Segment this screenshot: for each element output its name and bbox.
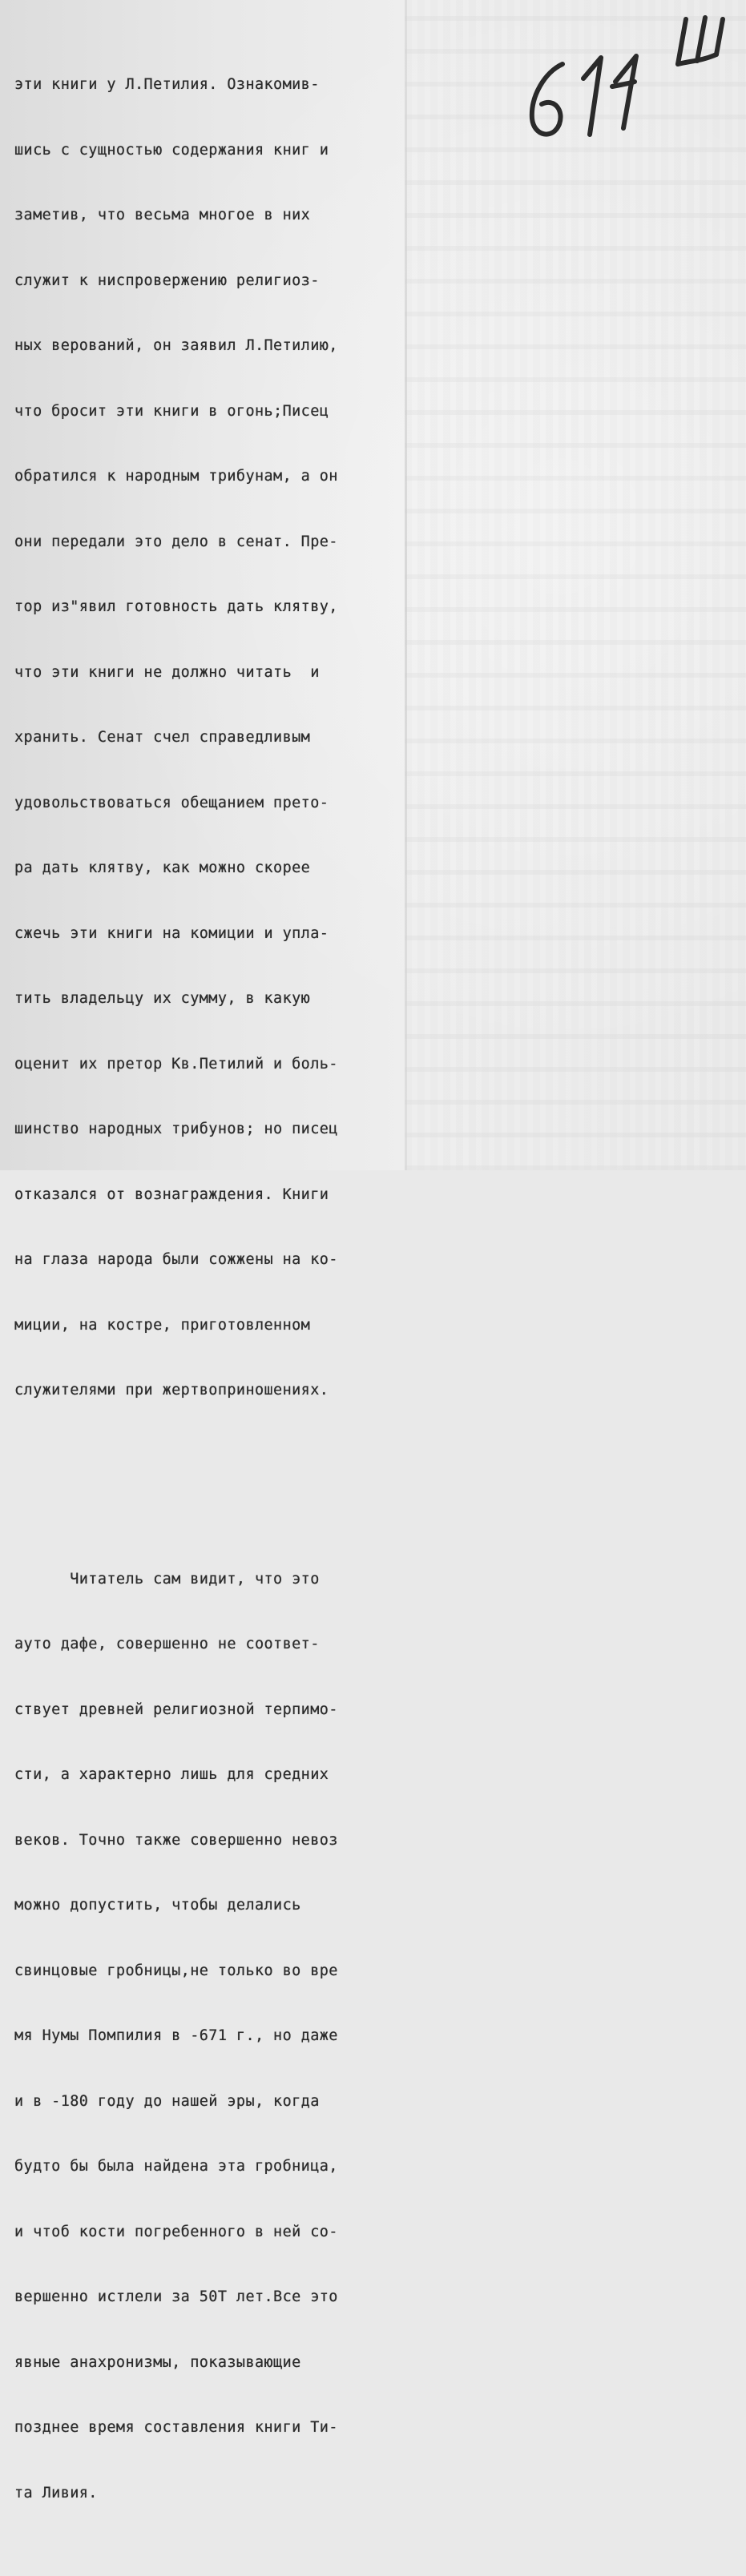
text-line: позднее время составления книги Ти-	[14, 2419, 338, 2436]
text-line: служителями при жертвоприношениях.	[14, 1382, 329, 1399]
text-line: сти, а характерно лишь для средних	[14, 1766, 329, 1783]
text-line: они передали это дело в сенат. Пре-	[14, 533, 338, 550]
text-line: можно допустить, чтобы делались	[14, 1897, 301, 1914]
bleed-through-texture	[405, 0, 746, 1170]
text-line: тить владельцу их сумму, в какую	[14, 990, 311, 1007]
text-line: мя Нумы Помпилия в -671 г., но даже	[14, 2027, 338, 2044]
text-line: тор из"явил готовность дать клятву,	[14, 598, 338, 615]
handwritten-page-number	[513, 8, 737, 144]
text-line: свинцовые гробницы,не только во вре	[14, 1962, 338, 1979]
paragraph-1	[14, 35, 391, 1440]
text-line: что эти книги не должно читать и	[14, 663, 320, 681]
handwritten-page-number-drawing	[513, 8, 737, 144]
text-line: ауто дафе, совершенно не соответ-	[14, 1636, 320, 1652]
paragraph-gap	[14, 1474, 391, 1496]
text-line: явные анахронизмы, показывающие	[14, 2353, 301, 2371]
text-line: шинство народных трибунов; но писец	[14, 1121, 338, 1137]
page-fold-line	[405, 0, 407, 1170]
text-line: и чтоб кости погребенного в ней со-	[14, 2223, 338, 2240]
typewritten-text	[14, 2, 391, 2576]
text-line: обратился к народным трибунам, а он	[14, 468, 338, 485]
text-line: вершенно истлели за 50Т лет.Все это	[14, 2288, 338, 2305]
text-line: Читатель сам видит, что это	[14, 1570, 320, 1588]
text-line: заметив, что весьма многое в них	[14, 207, 311, 223]
text-line: шись с сущностью содержания книг и	[14, 141, 329, 159]
text-line: ствует древней религиозной терпимо-	[14, 1701, 338, 1718]
text-line: ра дать клятву, как можно скорее	[14, 859, 311, 876]
text-line: хранить. Сенат счел справедливым	[14, 729, 311, 746]
text-line: та Ливия.	[14, 2484, 98, 2502]
text-line: миции, на костре, приготовленном	[14, 1316, 311, 1334]
text-line: оценит их претор Кв.Петилий и боль-	[14, 1055, 338, 1073]
text-line: удовольствоваться обещанием прето-	[14, 794, 329, 811]
text-line: будто бы была найдена эта гробница,	[14, 2158, 338, 2175]
text-line: веков. Точно также совершенно невоз	[14, 1831, 338, 1849]
text-line: ных верований, он заявил Л.Петилию,	[14, 337, 338, 354]
text-line: что бросит эти книги в огонь;Писец	[14, 402, 329, 420]
text-line: служит к ниспровержению религиоз-	[14, 272, 320, 289]
text-line: эти книги у Л.Петилия. Ознакомив-	[14, 76, 320, 93]
paragraph-2	[14, 1530, 391, 2543]
text-line: и в -180 году до нашей эры, когда	[14, 2092, 320, 2110]
text-line: на глаза народа были сожжены на ко-	[14, 1251, 338, 1268]
text-line: сжечь эти книги на комиции и упла-	[14, 924, 329, 942]
text-line: отказался от вознаграждения. Книги	[14, 1185, 329, 1203]
